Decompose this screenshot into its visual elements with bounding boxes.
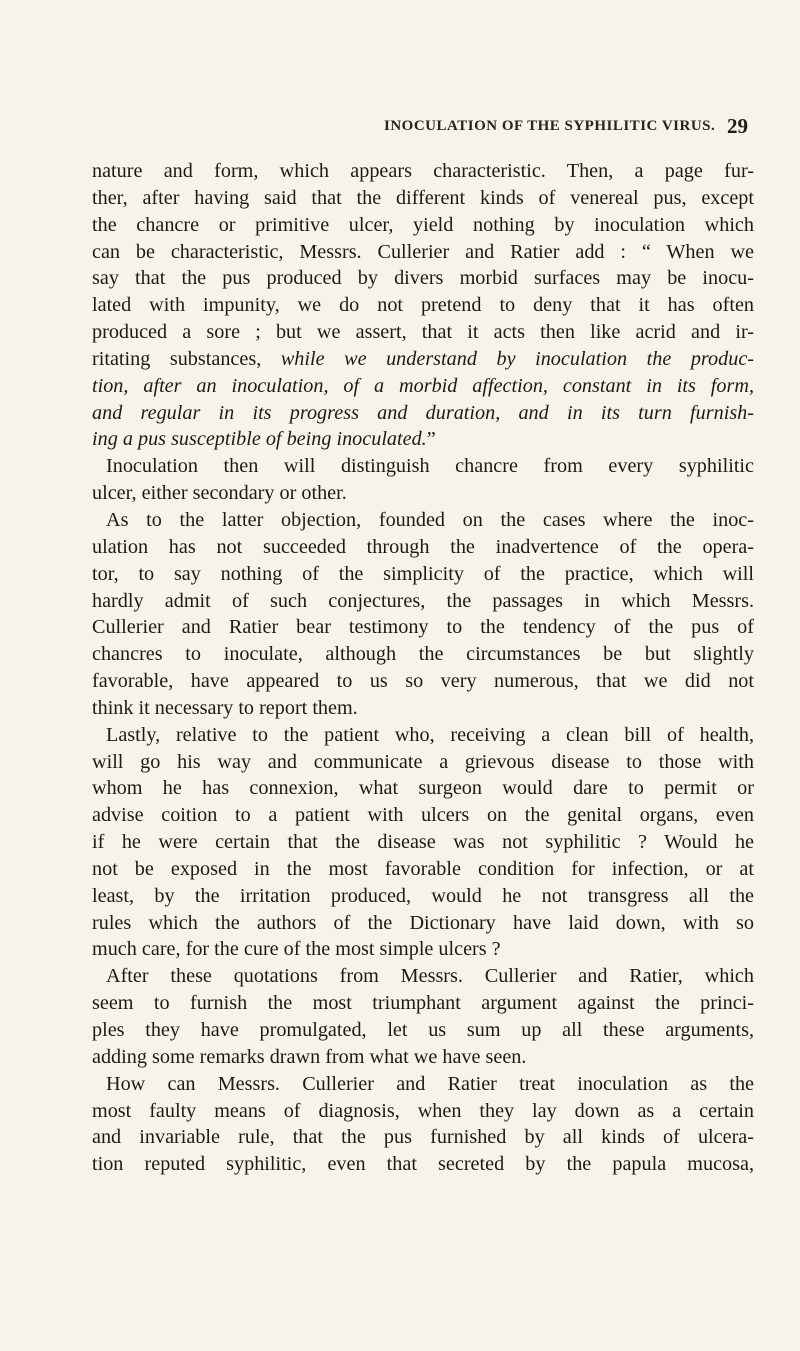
text-line	[92, 239, 754, 266]
text-line-text: After these quotations from Messrs. Cullerier and Ratier, which	[106, 965, 754, 988]
text-line	[92, 1044, 754, 1071]
text-line	[92, 829, 754, 856]
text-line-text: tor, to say nothing of the simplicity of the practice, which will	[92, 562, 754, 585]
text-line	[92, 641, 754, 668]
text-line-text: lated with impunity, we do not pretend to deny that it has often	[92, 294, 754, 317]
text-line-italic: ing a pus susceptible of being inoculated.	[92, 428, 427, 451]
text-line-text: adding some remarks drawn from what we have seen.	[92, 1045, 527, 1068]
text-line	[92, 1124, 754, 1151]
text-line	[92, 614, 754, 641]
text-line-text: nature and form, which appears characteristic. Then, a page fur-	[92, 160, 754, 182]
text-line	[92, 1098, 754, 1125]
text-line	[92, 453, 754, 480]
text-line	[92, 856, 754, 883]
text-line-text: not be exposed in the most favorable condition for infection, or at	[92, 857, 754, 880]
text-line-text: ther, after having said that the different kinds of venereal pus, except	[92, 186, 754, 209]
text-line-text: produced a sore ; but we assert, that it acts then like acrid and ir-	[92, 321, 754, 344]
running-head: INOCULATION OF THE SYPHILITIC VIRUS.	[384, 118, 716, 134]
text-line-text: will go his way and communicate a grievous disease to those with	[92, 750, 754, 773]
text-line-text: and invariable rule, that the pus furnished by all kinds of ulcera-	[92, 1126, 754, 1149]
text-line	[92, 990, 754, 1017]
text-line	[92, 534, 754, 561]
text-line-text: Inoculation then will distinguish chancre from every syphilitic	[106, 455, 754, 478]
text-line-post: ”	[426, 428, 436, 451]
text-line-text: How can Messrs. Cullerier and Ratier treat inoculation as the	[106, 1072, 754, 1095]
text-line-text: the chancre or primitive ulcer, yield nothing by inoculation which	[92, 213, 754, 236]
text-line	[92, 292, 754, 319]
text-line-text: chancres to inoculate, although the circumstances be but slightly	[92, 643, 754, 666]
text-line-text: say that the pus produced by divers morbid surfaces may be inocu-	[92, 267, 754, 290]
text-line	[92, 910, 754, 937]
text-line	[92, 561, 754, 588]
text-line	[92, 1017, 754, 1044]
text-line-italic: and regular in its progress and duration, and in its turn furnish-	[92, 401, 754, 424]
text-line-text: ulation has not succeeded through the inadvertence of the opera-	[92, 535, 754, 558]
text-line-text: favorable, have appeared to us so very numerous, that we did not	[92, 670, 754, 693]
text-line	[92, 722, 754, 749]
text-line	[92, 185, 754, 212]
text-line-text: tion reputed syphilitic, even that secreted by the papula mucosa,	[92, 1153, 754, 1176]
text-line	[92, 265, 754, 292]
text-line	[92, 158, 754, 185]
text-line-text: As to the latter objection, founded on the cases where the inoc-	[106, 508, 754, 531]
text-line-text: rules which the authors of the Dictionary have laid down, with so	[92, 911, 754, 934]
text-line	[92, 507, 754, 534]
text-line-text: if he were certain that the disease was not syphilitic ? Would he	[92, 831, 754, 854]
text-line	[92, 668, 754, 695]
text-line	[92, 1151, 754, 1178]
text-line-text: least, by the irritation produced, would he not transgress all the	[92, 884, 754, 907]
text-line-text: seem to furnish the most triumphant argument against the princi-	[92, 992, 754, 1015]
page-header	[92, 114, 752, 142]
text-line-text: ples they have promulgated, let us sum up all these arguments,	[92, 1019, 754, 1041]
text-line-italic: while we understand by inoculation the produc-	[280, 347, 754, 370]
text-line	[92, 346, 754, 373]
text-line-text: advise coition to a patient with ulcers on the genital organs, even	[92, 804, 754, 827]
text-line	[92, 400, 754, 427]
text-line-pre: ritating substances,	[92, 347, 281, 370]
text-line	[92, 695, 754, 722]
text-line	[92, 963, 754, 990]
text-line-text: think it necessary to report them.	[92, 696, 358, 719]
text-line	[92, 480, 754, 507]
text-line-text: can be characteristic, Messrs. Cullerier and Ratier add : “ When we	[92, 240, 754, 263]
text-line-text: most faulty means of diagnosis, when they lay down as a certain	[92, 1099, 754, 1122]
text-line	[92, 775, 754, 802]
text-line-text: Lastly, relative to the patient who, receiving a clean bill of health,	[106, 723, 754, 746]
text-line-text: ulcer, either secondary or other.	[92, 482, 347, 505]
text-line	[92, 936, 754, 963]
text-line-italic: tion, after an inoculation, of a morbid affection, constant in its form,	[92, 374, 754, 397]
text-line-text: much care, for the cure of the most simple ulcers ?	[92, 938, 501, 961]
text-line-text: Cullerier and Ratier bear testimony to the tendency of the pus of	[92, 616, 754, 639]
text-line-text: hardly admit of such conjectures, the passages in which Messrs.	[92, 589, 754, 612]
text-line	[92, 883, 754, 910]
text-line	[92, 212, 754, 239]
page-number: 29	[727, 114, 748, 138]
text-line	[92, 588, 754, 615]
text-line	[92, 749, 754, 776]
text-line	[92, 373, 754, 400]
body-text	[92, 158, 754, 1178]
text-line	[92, 319, 754, 346]
text-line	[92, 1071, 754, 1098]
text-line	[92, 802, 754, 829]
text-line-text: whom he has connexion, what surgeon would dare to permit or	[92, 777, 754, 800]
text-line	[92, 426, 754, 453]
